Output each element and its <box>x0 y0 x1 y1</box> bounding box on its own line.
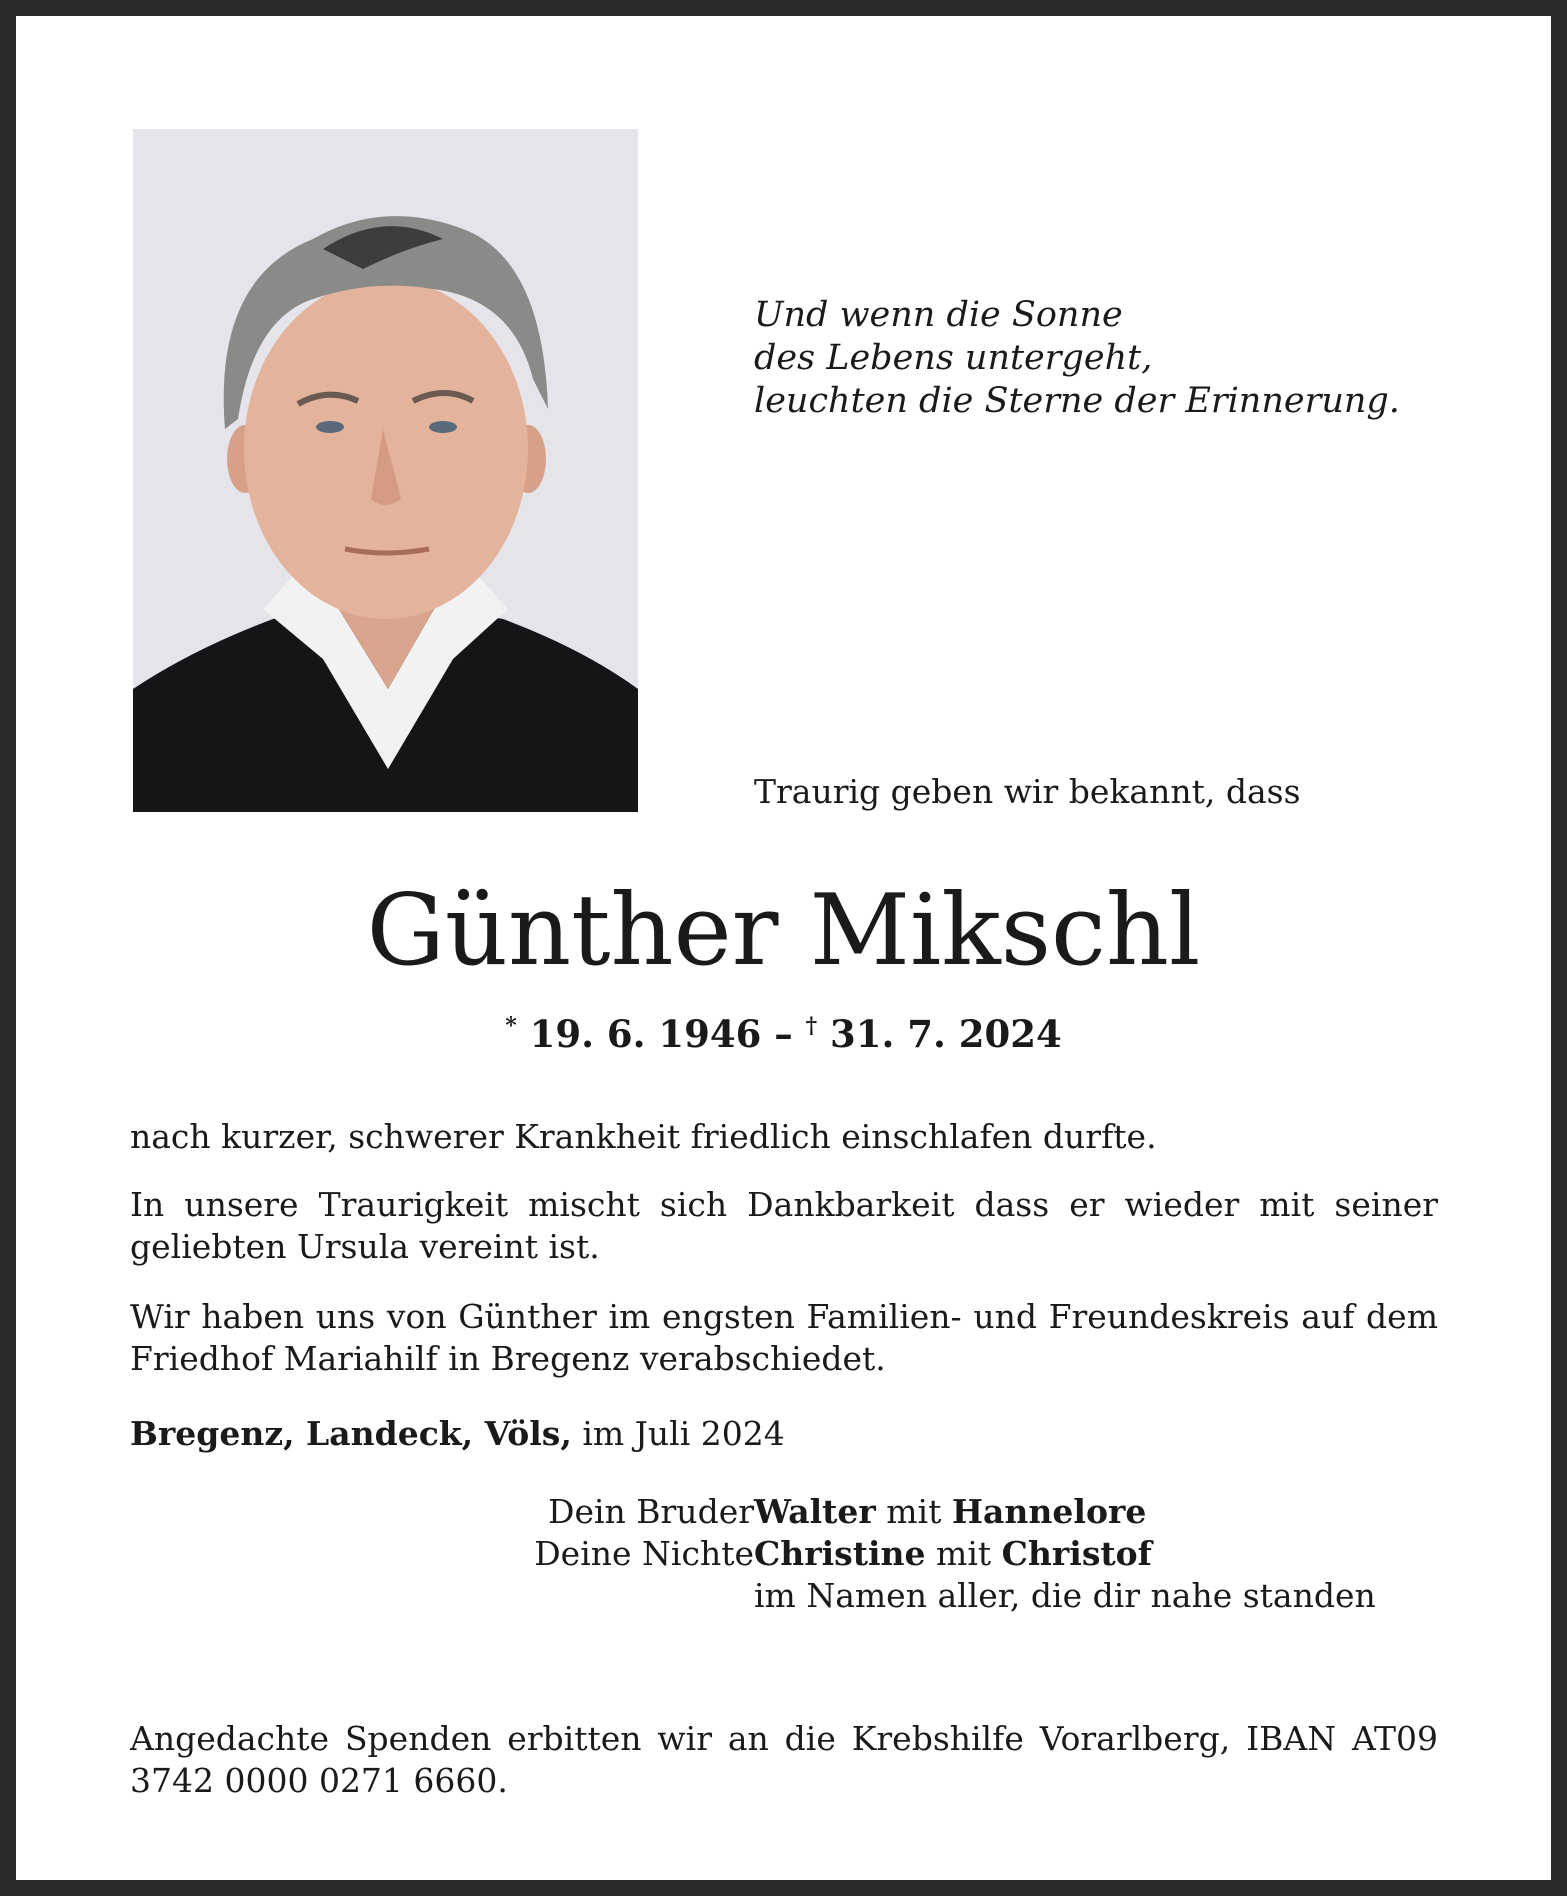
life-dates <box>16 1004 1551 1056</box>
donation-note: Angedachte Spenden erbitten wir an die Krebshilfe Vorarlberg, IBAN AT09 3742 0000 0271 6660. <box>130 1719 1438 1800</box>
signature-closing: im Namen aller, die dir nahe standen <box>754 1576 1376 1615</box>
signature-label: Dein Bruder <box>548 1492 754 1531</box>
birth-date: 19. 6. 1946 <box>529 1012 762 1056</box>
announcement-intro: Traurig geben wir bekannt, dass <box>754 772 1301 811</box>
notice-date: im Juli 2024 <box>582 1414 785 1453</box>
date-separator: – <box>774 1012 793 1056</box>
quote-line-2: des Lebens untergeht, <box>754 338 1153 378</box>
signature-name-secondary: Christof <box>1001 1534 1152 1573</box>
signature-row-brother <box>16 1491 1551 1533</box>
paragraph-gratitude: In unsere Traurigkeit mischt sich Dankbarkeit dass er wieder mit seiner geliebten Ursula vereint ist. <box>130 1185 1438 1266</box>
portrait-photo <box>133 129 638 812</box>
mourners-signatures <box>16 1491 1551 1617</box>
birth-symbol: * <box>505 1013 517 1039</box>
signature-label: Deine Nichte <box>534 1534 754 1573</box>
death-date: 31. 7. 2024 <box>830 1012 1062 1056</box>
paragraph-farewell: Wir haben uns von Günther im engsten Familien- und Freundeskreis auf dem Friedhof Mariahilf in Bregenz verabschiedet. <box>130 1297 1438 1378</box>
quote-line-3: leuchten die Sterne der Erinnerung. <box>754 381 1400 421</box>
signature-names <box>754 1533 1152 1575</box>
signature-joiner: mit <box>936 1534 992 1573</box>
signature-names <box>754 1491 1146 1533</box>
signature-row-niece <box>16 1533 1551 1575</box>
death-symbol: † <box>805 1013 818 1039</box>
signature-name-primary: Walter <box>754 1492 876 1531</box>
paragraph-passing: nach kurzer, schwerer Krankheit friedlich einschlafen durfte. <box>130 1117 1157 1156</box>
place-and-date <box>130 1413 785 1455</box>
signature-name-primary: Christine <box>754 1534 926 1573</box>
locations: Bregenz, Landeck, Völs, <box>130 1414 572 1453</box>
deceased-name: Günther Mikschl <box>366 874 1201 988</box>
signature-name-secondary: Hannelore <box>951 1492 1147 1531</box>
signature-joiner: mit <box>886 1492 942 1531</box>
signature-row-others <box>16 1575 1551 1617</box>
quote-line-1: Und wenn die Sonne <box>754 295 1123 335</box>
obituary-notice <box>16 16 1551 1880</box>
memorial-quote <box>754 294 1454 423</box>
